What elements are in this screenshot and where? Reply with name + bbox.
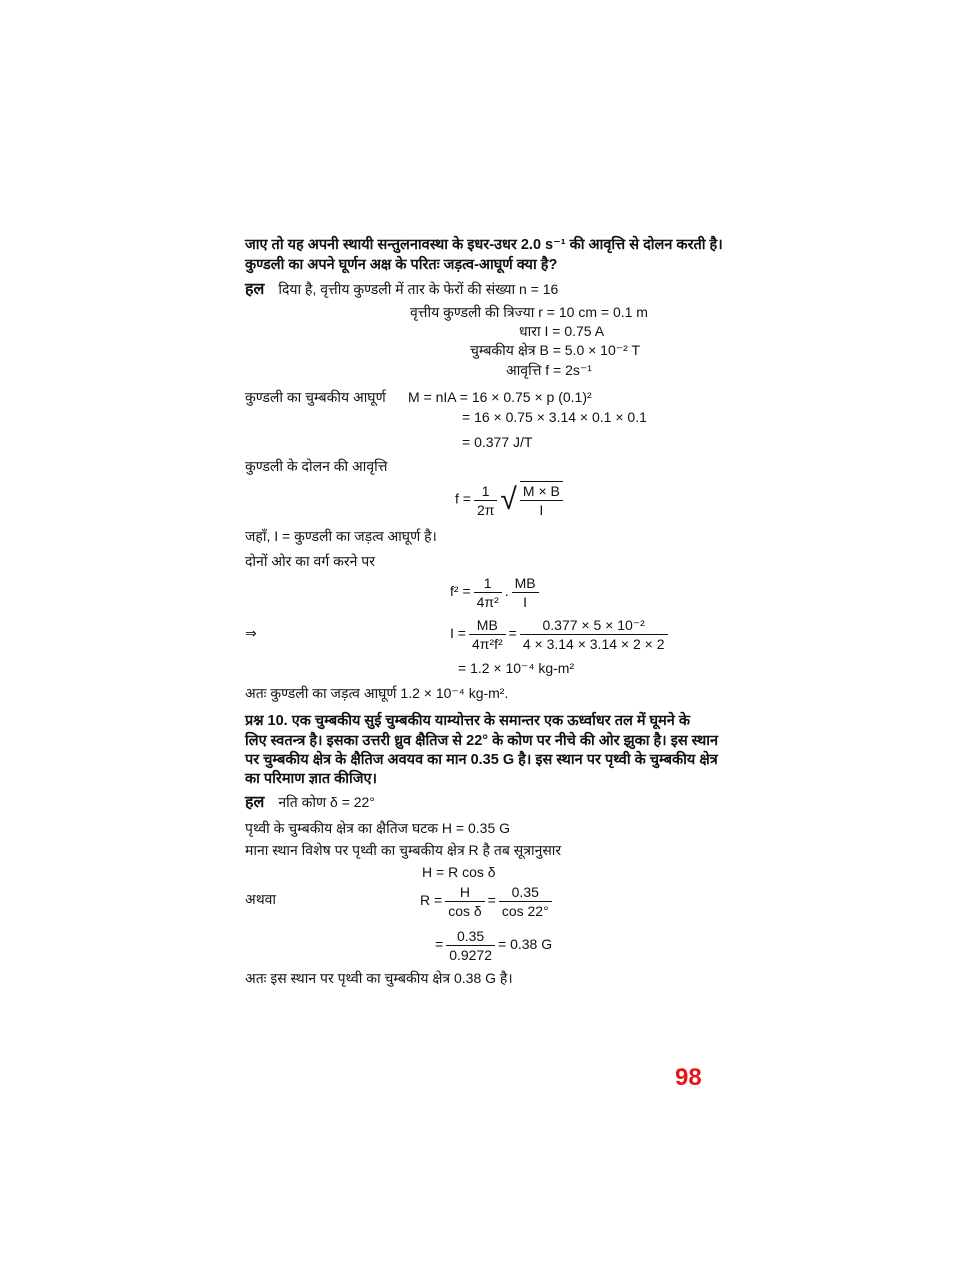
equals: = — [487, 892, 496, 909]
horizontal-line: पृथ्वी के चुम्बकीय क्षेत्र का क्षैतिज घटक H = 0.35 G — [245, 820, 511, 836]
denominator: I — [523, 594, 528, 610]
fraction — [474, 482, 497, 519]
frequency-line: आवृत्ति f = 2s⁻¹ — [506, 362, 592, 378]
denominator: cos δ — [448, 903, 482, 919]
question-continuation: जाए तो यह अपनी स्थायी सन्तुलनावस्था के इधर-उधर 2.0 s⁻¹ की आवृत्ति से दोलन करती है। — [245, 237, 723, 253]
numerator: MB — [469, 616, 506, 635]
radius-line: वृत्तीय कुण्डली की त्रिज्या r = 10 cm = 0.1 m — [410, 304, 648, 320]
i-lhs: I = — [450, 625, 466, 642]
f-squared-formula — [450, 574, 542, 611]
conclusion-2: अतः इस स्थान पर पृथ्वी का चुम्बकीय क्षेत्र 0.38 G है। — [245, 970, 513, 986]
given-line — [245, 280, 558, 299]
fraction — [446, 927, 495, 964]
field-line: चुम्बकीय क्षेत्र B = 5.0 × 10⁻² T — [470, 342, 640, 358]
moment-eq-2: = 16 × 0.75 × 3.14 × 0.1 × 0.1 — [462, 409, 647, 425]
denominator: cos 22° — [501, 903, 549, 919]
fraction — [469, 616, 506, 653]
result: = 0.38 G — [498, 936, 553, 953]
r-formula — [420, 883, 555, 920]
denominator: 4π²f² — [471, 636, 503, 652]
question-line-4: का परिमाण ज्ञात कीजिए। — [245, 771, 378, 787]
radical-sign: √ — [500, 483, 517, 516]
implies-symbol: ⇒ — [245, 625, 257, 641]
denominator: 4 × 3.14 × 3.14 × 2 × 2 — [522, 636, 665, 652]
fraction — [512, 574, 539, 611]
equals: = — [508, 625, 517, 642]
denominator: 2π — [476, 501, 495, 518]
numerator: M × B — [520, 481, 563, 501]
f-lhs: f = — [455, 490, 471, 507]
page-number: 98 — [675, 1064, 702, 1091]
inertia-formula — [450, 616, 671, 653]
where-line: जहाँ, I = कुण्डली का जड़त्व आघूर्ण है। — [245, 528, 437, 544]
fraction — [499, 883, 552, 920]
r-result-formula — [435, 927, 552, 964]
assume-line: माना स्थान विशेष पर पृथ्वी का चुम्बकीय क्षेत्र R है तब सूत्रानुसार — [245, 842, 562, 858]
question-line-1: प्रश्न 10. एक चुम्बकीय सुई चुम्बकीय याम्योत्तर के समान्तर एक ऊर्ध्वाधर तल में घूमने के — [245, 713, 690, 729]
numerator: 1 — [474, 574, 502, 593]
fraction — [445, 883, 484, 920]
denominator: 4π² — [476, 594, 499, 610]
square-root — [500, 481, 565, 519]
numerator: H — [445, 883, 484, 902]
numerator: 0.35 — [499, 883, 552, 902]
dip-text: नति कोण δ = 22° — [278, 794, 375, 810]
equation-1: H = R cos δ — [422, 864, 496, 880]
numerator: 1 — [474, 482, 497, 501]
question-text: कुण्डली का अपने घूर्णन अक्ष के परितः जड़त्व-आघूर्ण क्या है? — [245, 257, 558, 273]
f2-lhs: f² = — [450, 583, 471, 600]
solution-label: हल — [245, 794, 265, 811]
moment-eq-1: M = nIA = 16 × 0.75 × p (0.1)² — [408, 389, 592, 405]
fraction — [520, 616, 668, 653]
dip-line — [245, 793, 375, 812]
inertia-result: = 1.2 × 10⁻⁴ kg-m² — [458, 660, 575, 676]
question-line-3: पर चुम्बकीय क्षेत्र के क्षैतिज अवयव का मान 0.35 G है। इस स्थान पर पृथ्वी के चुम्बकीय क्षेत्र — [245, 752, 718, 768]
denominator: I — [539, 502, 544, 518]
given-text: दिया है, वृत्तीय कुण्डली में तार के फेरों की संख्या n = 16 — [278, 281, 559, 297]
dot: . — [504, 583, 509, 600]
oscillation-label: कुण्डली के दोलन की आवृत्ति — [245, 458, 388, 474]
numerator: 0.377 × 5 × 10⁻² — [520, 616, 668, 635]
current-line: धारा I = 0.75 A — [519, 323, 605, 339]
or-label: अथवा — [245, 891, 277, 907]
moment-eq-3: = 0.377 J/T — [462, 434, 533, 450]
fraction — [474, 574, 502, 611]
moment-label: कुण्डली का चुम्बकीय आघूर्ण — [245, 389, 386, 405]
solution-label: हल — [245, 281, 265, 298]
conclusion-1: अतः कुण्डली का जड़त्व आघूर्ण 1.2 × 10⁻⁴ kg-m². — [245, 685, 509, 701]
square-line: दोनों ओर का वर्ग करने पर — [245, 553, 375, 569]
r-lhs: R = — [420, 892, 443, 909]
denominator: 0.9272 — [449, 947, 493, 963]
question-line-2: लिए स्वतन्त्र है। इसका उत्तरी ध्रुव क्षैतिज से 22° के कोण पर नीचे की ओर झुका है। इस स्थान — [245, 733, 719, 749]
numerator: MB — [512, 574, 539, 593]
frequency-formula — [455, 481, 566, 519]
fraction — [520, 481, 563, 519]
numerator: 0.35 — [446, 927, 495, 946]
equals: = — [435, 936, 444, 953]
